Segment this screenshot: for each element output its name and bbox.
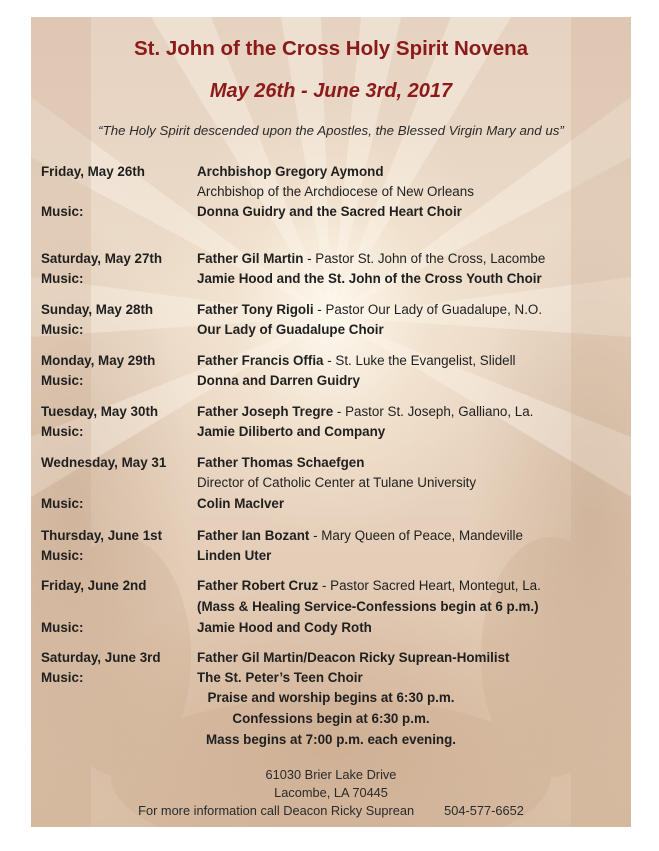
music-performer: Donna and Darren Guidry [197,373,360,388]
confessions-time: Confessions begin at 6:30 p.m. [232,711,430,726]
celebrant-name: Father Robert Cruz [197,578,319,593]
celebrant-name: Father Tony Rigoli [197,302,314,317]
celebrant-title: Director of Catholic Center at Tulane University [197,475,477,490]
schedule-entry-saturday-june-3 [41,648,631,688]
day-label: Saturday, June 3rd [41,650,161,665]
music-performer: Our Lady of Guadalupe Choir [197,322,384,337]
city-state-zip: Lacombe, LA 70445 [274,785,388,800]
celebrant-detail: - Pastor St. Joseph, Galliano, La. [333,404,534,419]
music-performer: Donna Guidry and the Sacred Heart Choir [197,204,462,219]
celebrant-name: Father Gil Martin [197,251,304,266]
day-label: Friday, May 26th [41,164,145,179]
music-label: Music: [41,271,84,286]
celebrant-name: Father Ian Bozant [197,528,310,543]
scripture-quote: “The Holy Spirit descended upon the Apostles, the Blessed Virgin Mary and us” [98,123,564,138]
music-label: Music: [41,424,84,439]
healing-service-note: (Mass & Healing Service-Confessions begin at 6 p.m.) [197,599,539,614]
day-label: Tuesday, May 30th [41,404,159,419]
music-label: Music: [41,496,84,511]
celebrant-detail: - St. Luke the Evangelist, Slidell [323,353,516,368]
celebrant-detail: - Pastor Our Lady of Guadalupe, N.O. [313,302,543,317]
music-label: Music: [41,670,84,685]
day-label: Thursday, June 1st [41,528,163,543]
music-performer: The St. Peter’s Teen Choir [197,670,363,685]
praise-worship-time: Praise and worship begins at 6:30 p.m. [207,690,455,705]
celebrant-name: Father Gil Martin/Deacon Ricky Suprean-Homilist [197,650,510,665]
music-performer: Jamie Hood and the St. John of the Cross Youth Choir [197,271,542,286]
celebrant-name: Archbishop Gregory Aymond [197,164,384,179]
novena-dates: May 26th - June 3rd, 2017 [209,80,453,102]
music-performer: Jamie Diliberto and Company [197,424,386,439]
music-performer: Linden Uter [197,548,272,563]
day-label: Wednesday, May 31 [41,455,167,470]
flyer-title: St. John of the Cross Holy Spirit Novena [133,37,529,60]
schedule-entry-thursday-june-1 [41,526,631,566]
music-performer: Colin MacIver [197,496,285,511]
schedule-entry-wednesday-may-31 [41,453,631,514]
schedule-entry-sunday-may-28 [41,300,631,340]
day-label: Friday, June 2nd [41,578,147,593]
music-label: Music: [41,620,84,635]
day-label: Sunday, May 28th [41,302,154,317]
celebrant-name: Father Thomas Schaefgen [197,455,365,470]
street-address: 61030 Brier Lake Drive [265,767,397,782]
day-label: Monday, May 29th [41,353,156,368]
celebrant-name: Father Joseph Tregre [197,404,334,419]
mass-time: Mass begins at 7:00 p.m. each evening. [205,732,457,747]
novena-flyer [31,17,631,827]
info-line: For more information call Deacon Ricky Suprean [138,803,415,818]
schedule-entry-monday-may-29 [41,351,631,391]
phone-number: 504-577-6652 [444,803,524,818]
celebrant-detail: - Mary Queen of Peace, Mandeville [309,528,523,543]
schedule-entry-friday-june-2 [41,576,631,638]
celebrant-detail: - Pastor St. John of the Cross, Lacombe [303,251,546,266]
music-performer: Jamie Hood and Cody Roth [197,620,372,635]
celebrant-name: Father Francis Offia [197,353,324,368]
schedule-entry-saturday-may-27 [41,249,631,289]
music-label: Music: [41,373,84,388]
schedule-entry-tuesday-may-30 [41,402,631,442]
music-label: Music: [41,548,84,563]
music-label: Music: [41,204,84,219]
day-label: Saturday, May 27th [41,251,163,266]
celebrant-title: Archbishop of the Archdiocese of New Orleans [197,184,474,199]
celebrant-detail: - Pastor Sacred Heart, Montegut, La. [318,578,541,593]
schedule-entry-friday-may-26 [41,162,631,222]
music-label: Music: [41,322,84,337]
